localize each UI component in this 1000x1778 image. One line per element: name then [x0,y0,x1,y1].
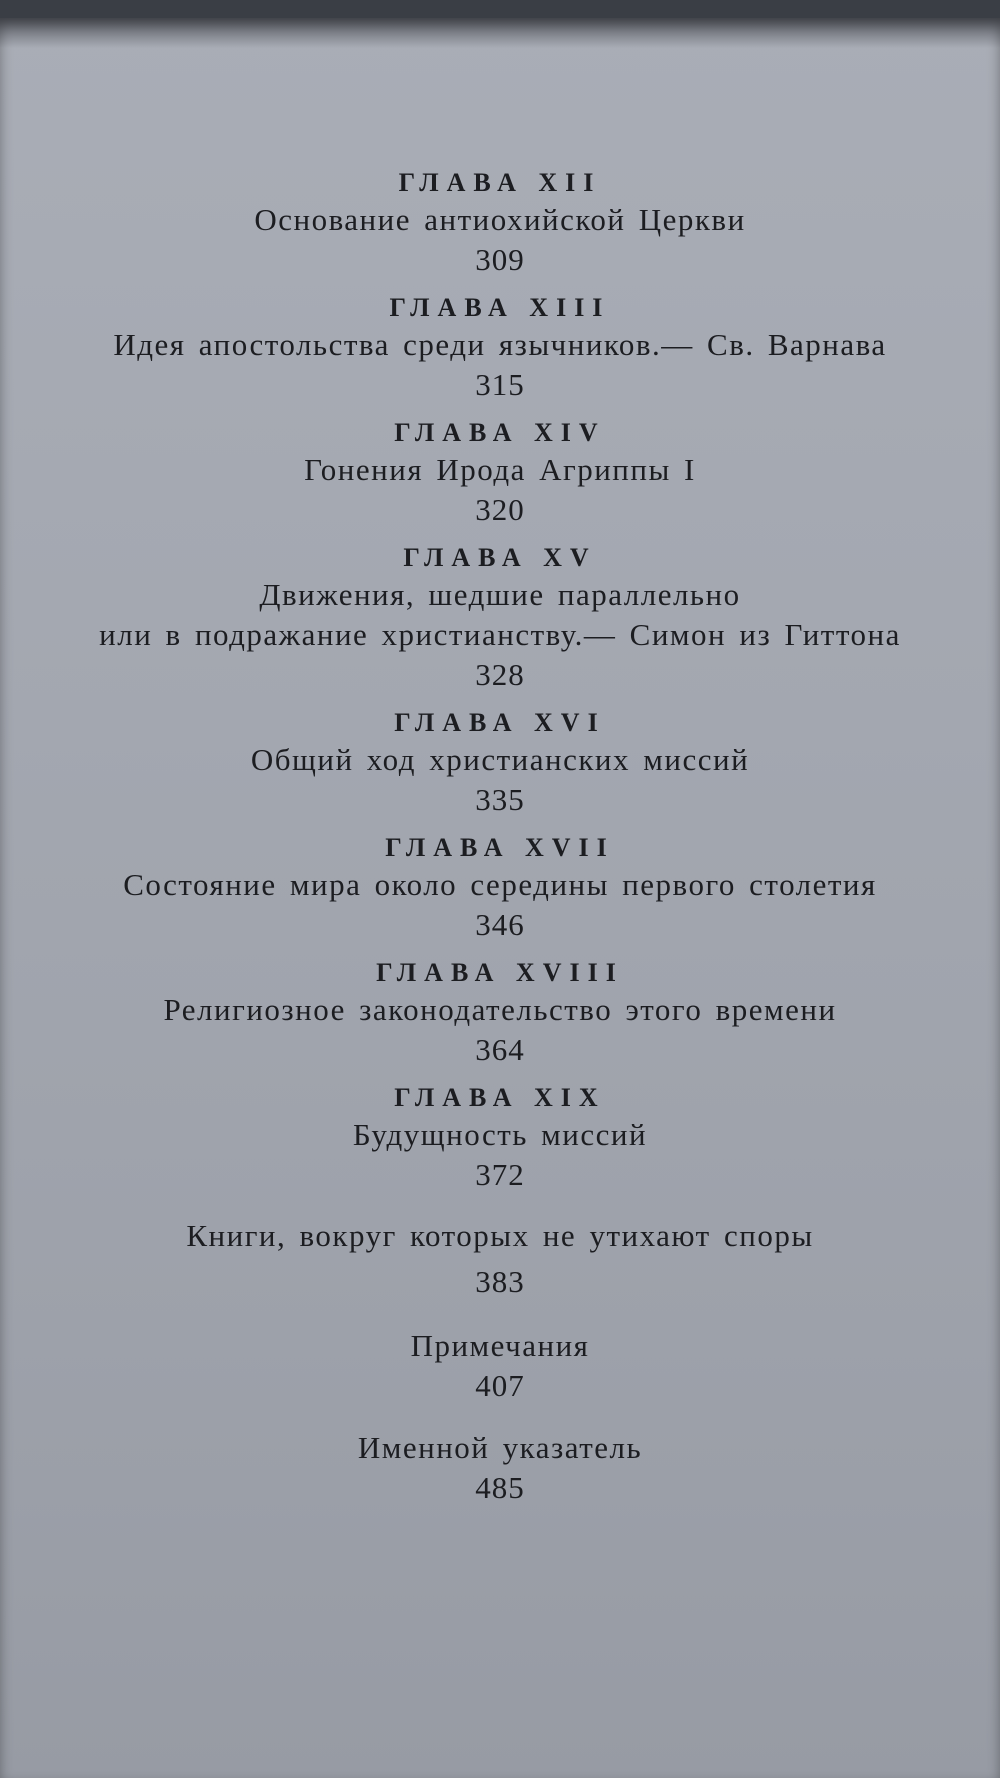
chapter-title: Гонения Ирода Агриппы I [304,452,696,487]
chapter-label: ГЛАВА XVIII [376,958,624,987]
book-page [0,18,1000,1778]
chapter-title-line-2: или в подражание христианству.— Симон из Гиттона [99,617,901,652]
page-number: 383 [475,1264,525,1299]
chapter-title: Идея апостольства среди язычников.— Св. Варнава [113,327,887,362]
toc-entry-chapter-18 [0,956,1000,1070]
chapter-title: Общий ход христианских миссий [250,742,750,777]
chapter-title: Состояние мира около середины первого столетия [123,867,877,902]
chapter-label: ГЛАВА XIII [389,293,611,322]
toc-entry-chapter-17 [0,831,1000,945]
chapter-label: ГЛАВА XVII [385,833,615,862]
toc-entry-index [0,1428,1000,1508]
section-title: Книги, вокруг которых не утихают споры [186,1218,814,1253]
toc-entry-essay [0,1216,1000,1302]
chapter-title: Основание антиохийской Церкви [254,202,746,237]
toc-entry-chapter-14 [0,416,1000,530]
page-top-shadow [0,18,1000,48]
chapter-label: ГЛАВА XIX [394,1083,606,1112]
page-number: 407 [475,1368,525,1403]
page-number: 309 [475,242,525,277]
section-title: Именной указатель [357,1430,643,1465]
toc-entry-chapter-16 [0,706,1000,820]
chapter-label: ГЛАВА XII [398,168,602,197]
page-number: 320 [475,492,525,527]
toc-entry-chapter-13 [0,291,1000,405]
chapter-title: Религиозное законодательство этого времени [163,992,837,1027]
toc-entry-chapter-15 [0,541,1000,695]
chapter-label: ГЛАВА XV [403,543,597,572]
toc-entry-chapter-12 [0,166,1000,280]
chapter-label: ГЛАВА XVI [394,708,606,737]
page-number: 315 [475,367,525,402]
page-number: 346 [475,907,525,942]
page-number: 485 [475,1470,525,1505]
page-number: 335 [475,782,525,817]
toc-entry-notes [0,1326,1000,1406]
page-number: 372 [475,1157,525,1192]
section-title: Примечания [410,1328,590,1363]
chapter-label: ГЛАВА XIV [394,418,606,447]
page-number: 328 [475,657,525,692]
page-number: 364 [475,1032,525,1067]
chapter-title: Будущность миссий [352,1117,648,1152]
toc-entry-chapter-19 [0,1081,1000,1195]
chapter-title-line-1: Движения, шедшие параллельно [259,577,741,612]
